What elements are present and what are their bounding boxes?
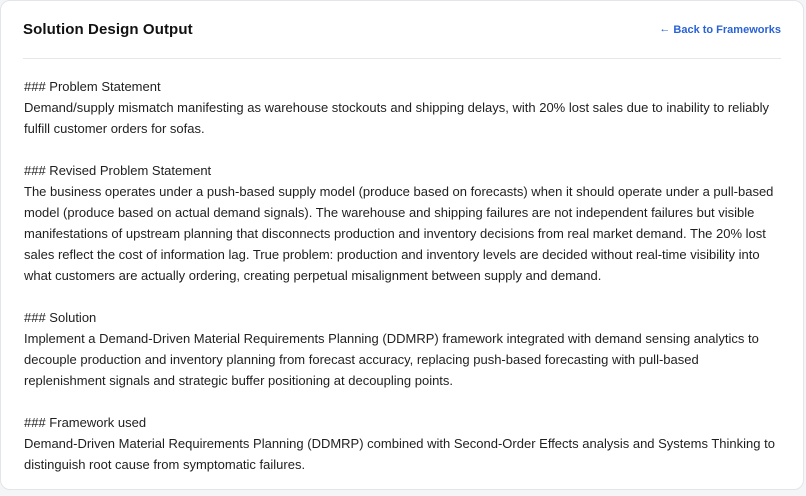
section-body: Demand/supply mismatch manifesting as warehouse stockouts and shipping delays, with 20% lost sales due to inability to reliably fulfill customer orders for sofas. (24, 100, 769, 136)
arrow-left-icon: ← (659, 23, 671, 35)
section-heading: ### Problem Statement (24, 79, 161, 94)
problem-statement-section (24, 76, 779, 139)
section-body: Demand-Driven Material Requirements Planning (DDMRP) combined with Second-Order Effects analysis and Systems Thinking to distinguish root cause from symptomatic failures. (24, 436, 775, 472)
output-content (24, 76, 779, 496)
back-to-frameworks-link[interactable] (659, 24, 781, 36)
section-body: The business operates under a push-based supply model (produce based on forecasts) when it should operate under a pull-based model (produce based on actual demand signals). The warehouse and shipping failures are not independent failures but visible manifestations of upstream planning that disconnects production and inventory decisions from real market demand. The 20% lost sales reflect the cost of information lag. True problem: production and inventory levels are decided without real-time visibility into what customers are actually ordering, creating perpetual misalignment between supply and demand. (24, 184, 774, 283)
framework-used-section (24, 412, 779, 475)
section-heading: ### Revised Problem Statement (24, 163, 212, 178)
section-body: Implement a Demand-Driven Material Requirements Planning (DDMRP) framework integrated with demand sensing analytics to decouple production and inventory planning from forecast accuracy, replacing push-based forecasting with pull-based replenishment signals and strategic buffer positioning at decoupling points. (24, 331, 759, 388)
section-heading: ### Framework used (24, 415, 147, 430)
card-header (23, 1, 781, 59)
page-title: Solution Design Output (23, 21, 193, 38)
revised-problem-statement-section (24, 160, 779, 286)
section-heading: ### Solution (24, 310, 97, 325)
solution-section (24, 307, 779, 391)
back-link-label: Back to Frameworks (673, 23, 781, 36)
